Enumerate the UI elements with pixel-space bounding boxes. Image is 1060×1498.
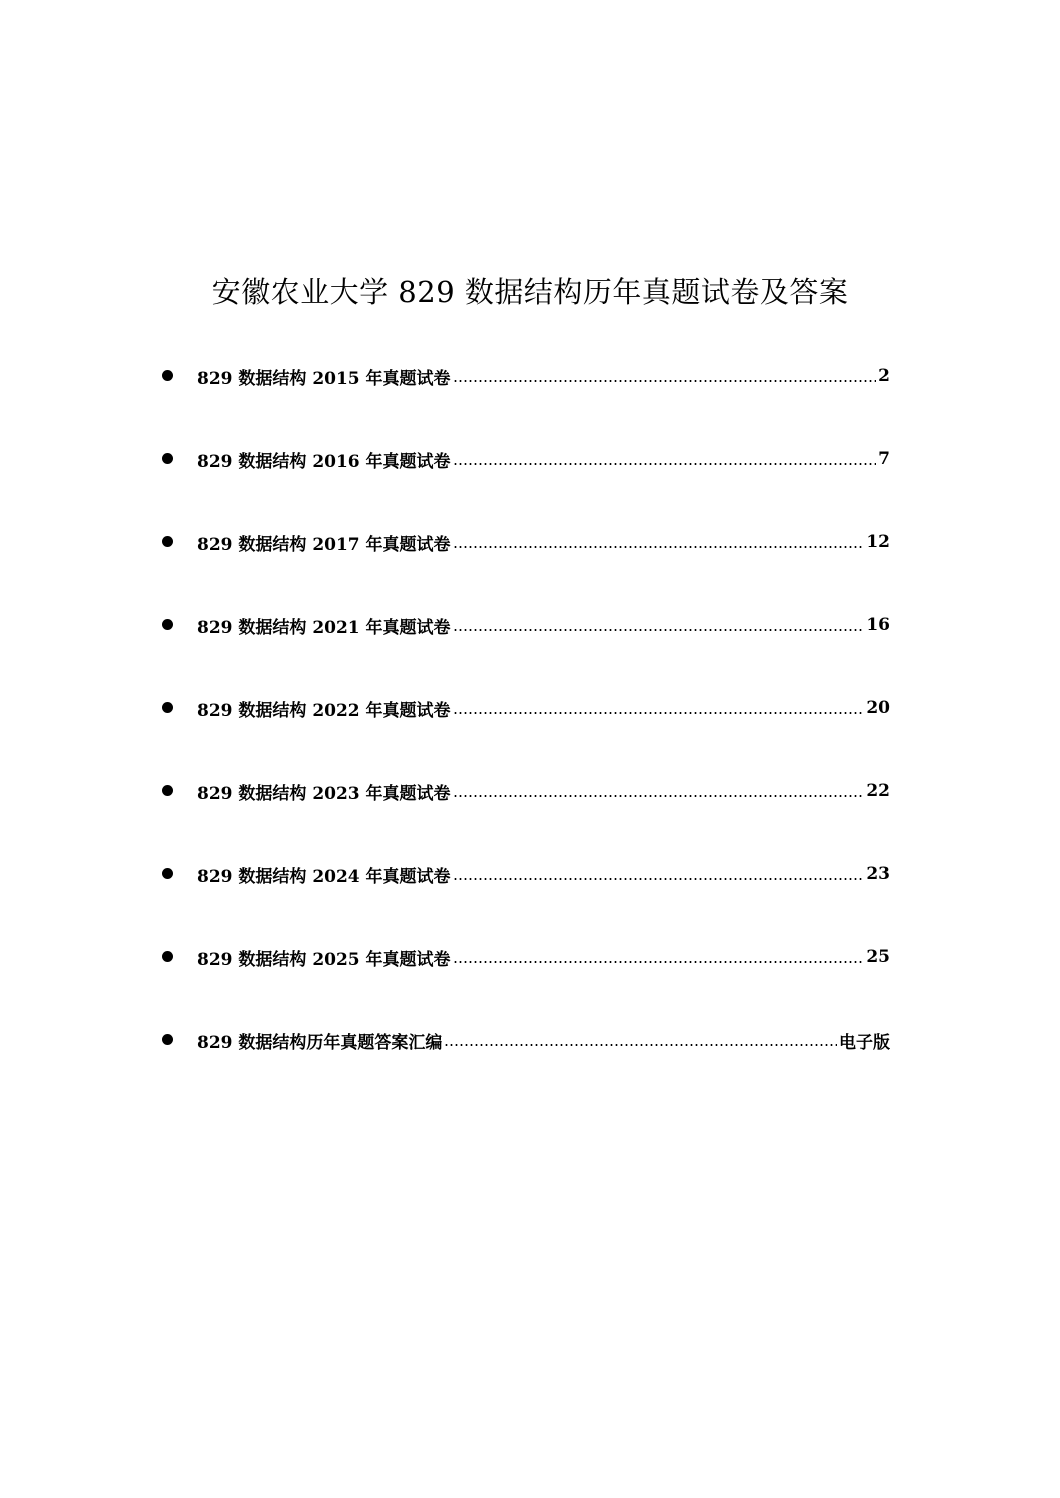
toc-entry-label: 829 数据结构 2015 年真题试卷 bbox=[197, 368, 451, 389]
dot-leader bbox=[453, 712, 865, 714]
toc-entry[interactable] bbox=[160, 775, 890, 858]
bullet-icon bbox=[162, 868, 173, 879]
table-of-contents bbox=[160, 360, 890, 1107]
bullet-icon bbox=[162, 619, 173, 630]
bullet-icon bbox=[162, 785, 173, 796]
dot-leader bbox=[453, 380, 877, 382]
bullet-icon bbox=[162, 702, 173, 713]
toc-entry-page: 22 bbox=[866, 781, 890, 801]
toc-entry-page: 12 bbox=[866, 532, 890, 552]
bullet-icon bbox=[162, 370, 173, 381]
toc-entry-label: 829 数据结构 2022 年真题试卷 bbox=[197, 700, 451, 721]
bullet-icon bbox=[162, 951, 173, 962]
toc-entry[interactable] bbox=[160, 858, 890, 941]
toc-entry-page: 16 bbox=[866, 615, 890, 635]
dot-leader bbox=[453, 629, 865, 631]
toc-entry-label: 829 数据结构 2016 年真题试卷 bbox=[197, 451, 451, 472]
bullet-icon bbox=[162, 453, 173, 464]
toc-entry[interactable] bbox=[160, 360, 890, 443]
bullet-icon bbox=[162, 536, 173, 547]
dot-leader bbox=[444, 1044, 837, 1046]
dot-leader bbox=[453, 878, 865, 880]
toc-entry-page: 23 bbox=[866, 864, 890, 884]
toc-entry[interactable] bbox=[160, 609, 890, 692]
toc-entry-label: 829 数据结构 2021 年真题试卷 bbox=[197, 617, 451, 638]
dot-leader bbox=[453, 795, 865, 797]
toc-entry-label: 829 数据结构 2023 年真题试卷 bbox=[197, 783, 451, 804]
toc-entry-page: 电子版 bbox=[839, 1032, 890, 1053]
bullet-icon bbox=[162, 1034, 173, 1045]
toc-entry[interactable] bbox=[160, 443, 890, 526]
page-title: 安徽农业大学 829 数据结构历年真题试卷及答案 bbox=[211, 275, 849, 309]
toc-entry-page: 20 bbox=[866, 698, 890, 718]
toc-entry[interactable] bbox=[160, 526, 890, 609]
toc-entry-label: 829 数据结构 2017 年真题试卷 bbox=[197, 534, 451, 555]
toc-entry[interactable] bbox=[160, 941, 890, 1024]
toc-entry-label: 829 数据结构 2024 年真题试卷 bbox=[197, 866, 451, 887]
toc-entry-label: 829 数据结构历年真题答案汇编 bbox=[197, 1032, 443, 1053]
toc-entry-page: 7 bbox=[878, 449, 890, 469]
dot-leader bbox=[453, 961, 865, 963]
dot-leader bbox=[453, 546, 865, 548]
toc-entry[interactable] bbox=[160, 692, 890, 775]
toc-entry-page: 25 bbox=[866, 947, 890, 967]
toc-entry[interactable] bbox=[160, 1024, 890, 1107]
toc-entry-page: 2 bbox=[878, 366, 890, 386]
toc-entry-label: 829 数据结构 2025 年真题试卷 bbox=[197, 949, 451, 970]
dot-leader bbox=[453, 463, 877, 465]
